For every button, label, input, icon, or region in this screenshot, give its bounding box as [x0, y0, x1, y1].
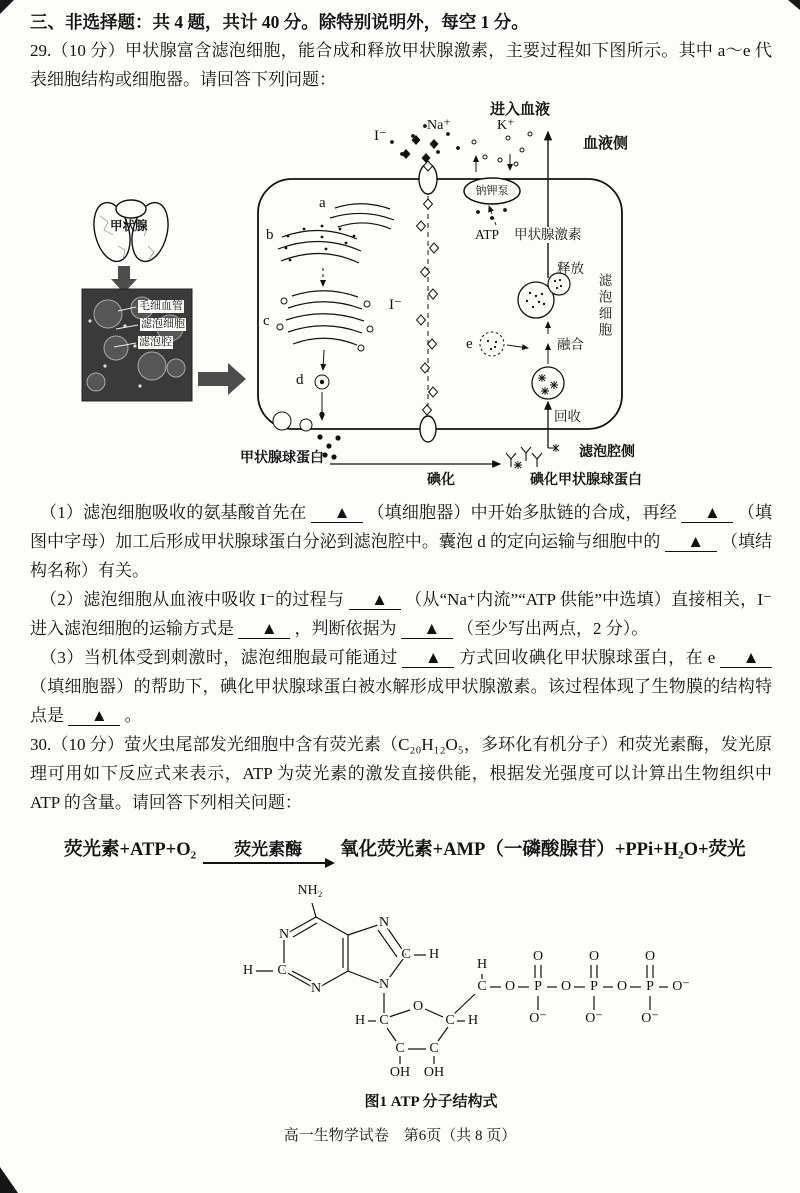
golgi-shape	[286, 291, 364, 345]
atp-atom-labels	[243, 883, 690, 1080]
label-organelle-b: b	[266, 227, 274, 243]
label-lumen-side: 滤泡腔侧	[579, 445, 635, 460]
right-arrow	[198, 363, 246, 395]
atom-nitrogen: N	[278, 927, 290, 943]
scan-artifact-corner	[0, 0, 14, 14]
q29-sub2: （2）滤泡细胞从血液中吸收 I⁻的过程与 ▲ （从“Na⁺内流”“ATP 供能”中选填）直接相关，I⁻进入滤泡细胞的运输方式是 ▲ ，判断依据为 ▲ （至少写出两点，2 分）。	[30, 590, 772, 638]
atom-oxygen: O	[504, 979, 516, 995]
iodinated-thyroglobulin-cluster	[506, 447, 542, 467]
scan-artifact-corner	[0, 1167, 18, 1193]
luciferin-reaction-equation	[64, 829, 772, 867]
atom-hydroxyl: OH	[389, 1065, 411, 1081]
atp-arrow	[489, 206, 496, 225]
atom-carbon: C	[477, 979, 487, 995]
answer-blank: ▲	[681, 504, 733, 523]
atom-phosphorus: P	[534, 979, 542, 995]
atom-nitrogen: N	[378, 977, 390, 993]
answer-blank: ▲	[401, 620, 453, 639]
atom-oxygen-minus: O⁻	[585, 1011, 603, 1027]
label-organelle-c: c	[263, 313, 270, 329]
atom-oxygen: O	[588, 949, 600, 965]
smooth-er-shape	[330, 204, 394, 229]
label-organelle-e: e	[466, 336, 473, 352]
atom-oxygen: O	[560, 979, 572, 995]
reaction-arrow	[203, 862, 333, 864]
label-release: 释放	[557, 261, 584, 276]
atom-hydrogen: H	[476, 957, 488, 973]
iodide-channel-bottom	[420, 416, 436, 442]
label-capillary: 毛细血管	[139, 300, 183, 312]
atom-hydroxyl: OH	[423, 1065, 445, 1081]
answer-blank: ▲	[238, 620, 290, 639]
label-follicle-cell-vertical: 滤泡细胞	[596, 273, 612, 339]
label-thyroglobulin: 甲状腺球蛋白	[240, 451, 324, 466]
atom-carbon: C	[395, 1041, 405, 1057]
label-iodination: 碘化	[427, 473, 455, 488]
q29-intro: 29.（10 分）甲状腺富含滤泡细胞，能合成和释放甲状腺激素，主要过程如下图所示。其中 a～e 代表细胞结构或细胞器。请回答下列问题：	[30, 41, 772, 89]
label-atp: ATP	[475, 227, 500, 242]
atom-oxygen-minus: O⁻	[529, 1011, 547, 1027]
atom-oxygen: O	[532, 949, 544, 965]
label-recycle: 回收	[554, 409, 581, 424]
atom-oxygen: O	[412, 999, 424, 1015]
scan-artifact-corner	[788, 0, 800, 10]
answer-blank: ▲	[349, 591, 401, 610]
label-organelle-a: a	[319, 195, 326, 211]
atom-oxygen: O	[616, 979, 628, 995]
golgi-vesicles	[277, 298, 373, 351]
label-sodium: Na⁺	[427, 118, 451, 133]
label-enter-blood: 进入血液	[490, 102, 551, 118]
page-footer: 高一生物学试卷 第6页（共 8 页）	[283, 1128, 517, 1144]
diagram-shapes	[30, 96, 770, 496]
fusion-arrow	[507, 345, 528, 348]
atom-oxygen-minus: O⁻	[672, 979, 690, 995]
atp-structure-drawing	[86, 871, 776, 1083]
answer-blank: ▲	[68, 707, 120, 726]
label-follicle-lumen: 滤泡腔	[139, 336, 172, 348]
label-iodide-top: I⁻	[374, 128, 387, 144]
lysosome-e-shape	[480, 332, 504, 356]
answer-blank: ▲	[311, 504, 363, 523]
reaction-reactants: 荧光素+ATP+O₂	[64, 840, 197, 860]
atp-structure-figure	[86, 871, 776, 1111]
answer-blank: ▲	[665, 533, 717, 552]
answer-blank: ▲	[402, 649, 454, 668]
atom-hydrogen: H	[242, 963, 254, 979]
atom-hydrogen: H	[467, 1013, 479, 1029]
answer-blank: ▲	[720, 649, 772, 668]
label-thyroid-gland: 甲状腺	[110, 219, 148, 233]
section-header: 三、非选择题：共 4 题，共计 40 分。除特别说明外，每空 1 分。	[30, 12, 529, 32]
label-fusion: 融合	[557, 337, 584, 352]
atom-carbon: C	[401, 947, 411, 963]
atom-hydrogen: H	[354, 1013, 366, 1029]
label-iodide-mid: I⁻	[389, 297, 402, 313]
atom-nitrogen: N	[310, 981, 322, 997]
atom-carbon: C	[277, 963, 287, 979]
reaction-arrow-group	[203, 835, 333, 873]
label-thyroid-hormone: 甲状腺激素	[514, 227, 582, 242]
reaction-products: 氧化荧光素+AMP（一磷酸腺苷）+PPi+H₂O+荧光	[340, 840, 746, 860]
atom-carbon: C	[429, 1041, 439, 1057]
q29-sub3: （3）当机体受到刺激时，滤泡细胞最可能通过 ▲ 方式回收碘化甲状腺球蛋白，在 e ▲ （填细胞器）的帮助下，碘化甲状腺球蛋白被水解形成甲状腺激素。该过程体现了生物膜的结构特点是 ▲ 。	[30, 648, 772, 725]
label-sodium-potassium-pump: 钠钾泵	[475, 185, 509, 197]
reaction-enzyme-label: 荧光素酶	[234, 840, 303, 859]
atom-hydrogen: H	[428, 947, 440, 963]
atom-phosphorus: P	[646, 979, 654, 995]
endocytic-vesicle	[532, 367, 564, 399]
sodium-ions	[390, 124, 507, 220]
atom-carbon: C	[445, 1013, 455, 1029]
cell-membrane-shape	[258, 179, 622, 429]
atom-nitrogen: N	[378, 915, 390, 931]
label-blood-side: 血液侧	[583, 136, 629, 152]
atom-amine: NH₂	[297, 883, 323, 899]
rough-er-shape	[278, 230, 361, 263]
figure-caption: 图1 ATP 分子结构式	[364, 1094, 498, 1110]
membrane-bump	[273, 412, 291, 430]
label-follicle-cells: 滤泡细胞	[141, 318, 185, 330]
thyroid-cell-diagram	[30, 96, 770, 496]
atom-phosphorus: P	[590, 979, 598, 995]
iodide-ions-filled	[402, 135, 439, 163]
q29-sub1: （1）滤泡细胞吸收的氨基酸首先在 ▲ （填细胞器）中开始多肽链的合成，再经 ▲ （填图中字母）加工后形成甲状腺球蛋白分泌到滤泡腔中。囊泡 d 的定向运输与细胞中的 ▲ （填结构名称）有关。	[30, 503, 773, 580]
atom-oxygen-minus: O⁻	[641, 1011, 659, 1027]
membrane-bump	[300, 419, 312, 431]
label-organelle-d: d	[296, 372, 304, 388]
atom-carbon: C	[379, 1013, 389, 1029]
label-potassium: K⁺	[497, 118, 515, 133]
label-iodinated-thyroglobulin: 碘化甲状腺球蛋白	[530, 473, 642, 488]
potassium-ions	[472, 132, 532, 166]
atom-oxygen: O	[644, 949, 656, 965]
q30-intro: 30.（10 分）萤火虫尾部发光细胞中含有荧光素（C₂₀H₁₂O₅，多环化有机分子）和荧光素酶，发光原理可用如下反应式来表示，ATP 为荧光素的激发直接供能，根据发光强度可以计算出生物组织中 ATP 的含量。请回答下列相关问题：	[30, 735, 772, 812]
